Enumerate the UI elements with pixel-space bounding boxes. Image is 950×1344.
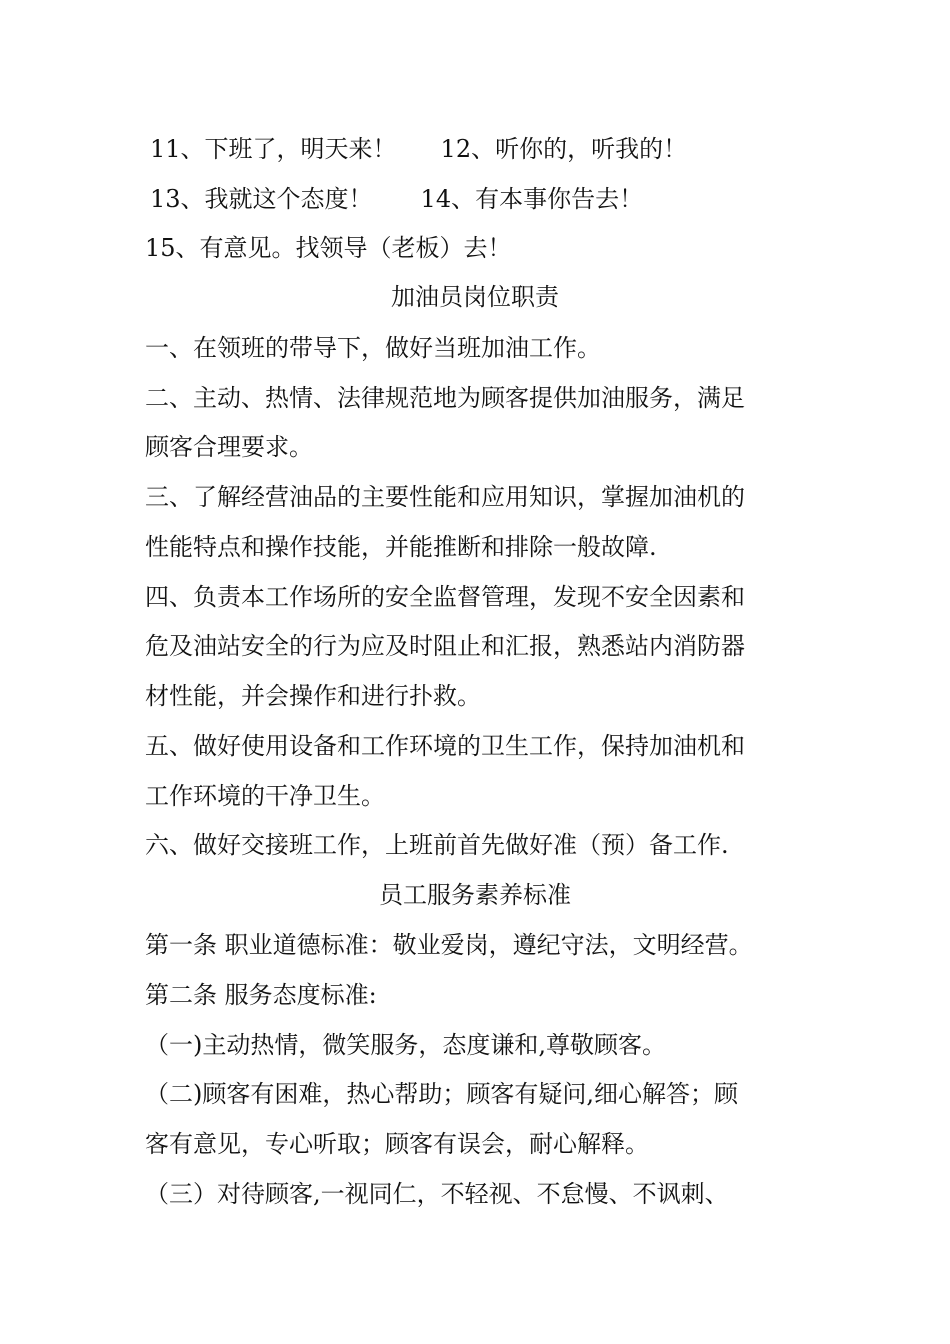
- standard-line: 第二条 服务态度标准:: [145, 981, 377, 1009]
- standard-line: 客有意见，专心听取；顾客有误会，耐心解释。: [145, 1130, 649, 1158]
- duty-line: 材性能，并会操作和进行扑救。: [145, 682, 481, 710]
- duty-line: 三、了解经营油品的主要性能和应用知识，掌握加油机的: [145, 483, 745, 511]
- duty-line: 二、主动、热情、法律规范地为顾客提供加油服务，满足: [145, 384, 745, 412]
- duty-line: 五、做好使用设备和工作环境的卫生工作，保持加油机和: [145, 732, 745, 760]
- duty-line: 顾客合理要求。: [145, 433, 313, 461]
- phrase-14: 14、有本事你告去！: [420, 185, 644, 213]
- standard-line: （二)顾客有困难，热心帮助；顾客有疑问,细心解答；顾: [145, 1080, 738, 1108]
- section-title-duties: 加油员岗位职责: [391, 283, 559, 311]
- duty-line: 性能特点和操作技能，并能推断和排除一般故障.: [145, 533, 657, 561]
- duty-line: 危及油站安全的行为应及时阻止和汇报，熟悉站内消防器: [145, 632, 745, 660]
- standard-line: （三）对待顾客,一视同仁，不轻视、不怠慢、不讽刺、: [145, 1180, 729, 1208]
- phrase-11: 11、下班了，明天来！: [150, 135, 397, 163]
- duty-line: 六、做好交接班工作，上班前首先做好准（预）备工作.: [145, 831, 729, 859]
- phrase-15: 15、有意见。找领导（老板）去！: [145, 234, 512, 262]
- section-title-standards: 员工服务素养标准: [379, 881, 571, 909]
- phrase-row-2: [150, 184, 820, 214]
- phrase-row-1: [150, 134, 820, 164]
- phrase-13: 13、我就这个态度！: [150, 185, 373, 213]
- standard-line: 第一条 职业道德标准：敬业爱岗，遵纪守法，文明经营。: [145, 931, 753, 959]
- duty-line: 四、负责本工作场所的安全监督管理，发现不安全因素和: [145, 583, 745, 611]
- standard-line: （一)主动热情，微笑服务，态度谦和,尊敬顾客。: [145, 1031, 666, 1059]
- duty-line: 工作环境的干净卫生。: [145, 782, 385, 810]
- phrase-12: 12、听你的，听我的！: [440, 135, 688, 163]
- duty-line: 一、在领班的带导下，做好当班加油工作。: [145, 334, 601, 362]
